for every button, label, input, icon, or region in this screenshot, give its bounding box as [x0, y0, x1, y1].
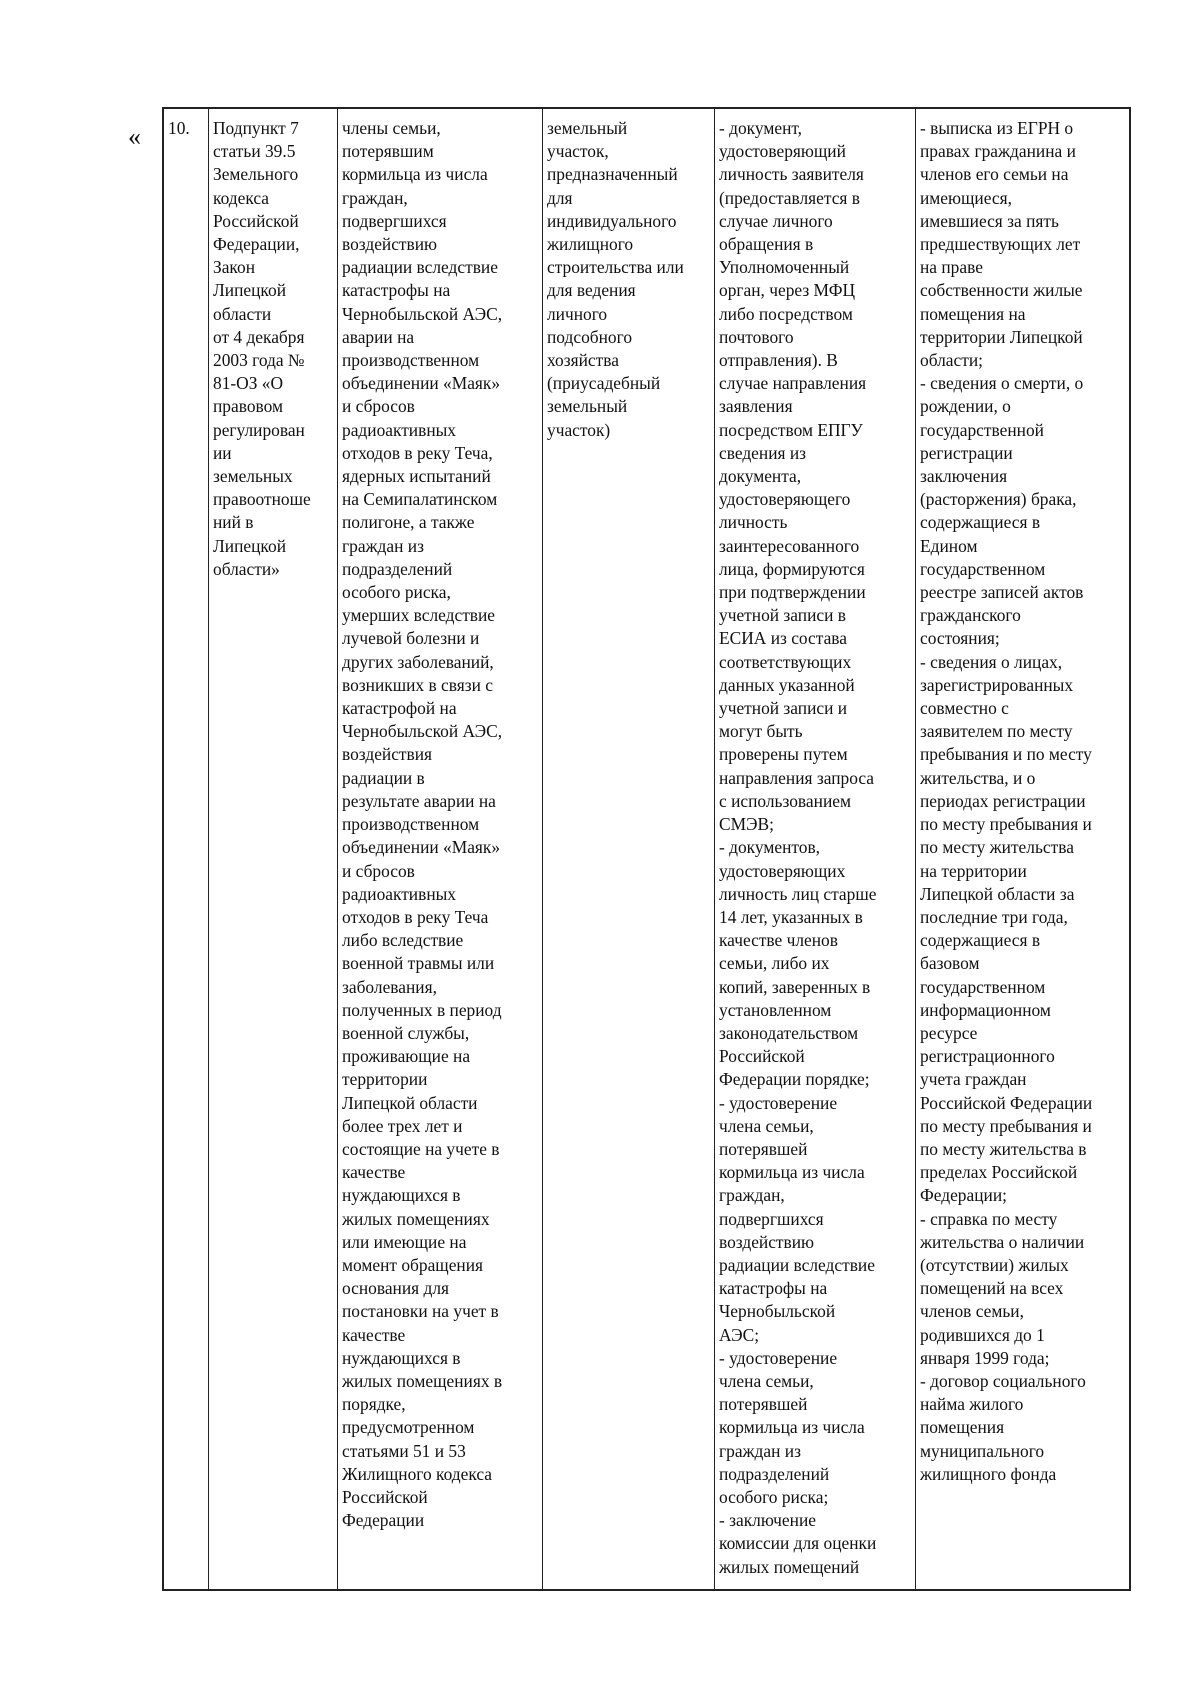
cell-text-line: предшествующих лет [920, 234, 1081, 255]
cell-text-line: катастрофы на [719, 1278, 828, 1299]
cell-text-line: Чернобыльской АЭС, [342, 721, 503, 742]
cell-text-line: января 1999 года; [920, 1347, 1050, 1368]
cell-text-line: на праве [920, 257, 983, 278]
cell-text-line: граждан, [342, 187, 408, 208]
cell-text-line: Российской Федерации [920, 1092, 1093, 1113]
opening-quote-mark: « [128, 122, 141, 151]
cell-text-line: земельный [547, 118, 628, 138]
cell-text-line: рождении, о [920, 396, 1011, 417]
cell-text-line: помещения [920, 1417, 1005, 1438]
cell-text-line: Липецкой области [342, 1092, 478, 1113]
cell-text-line: ЕСИА из состава [719, 628, 848, 649]
cell-text-line: государственном [920, 558, 1046, 579]
cell-text-line: для [547, 187, 573, 208]
cell-text-line: граждан, [719, 1185, 785, 1206]
cell-text-line: жилищного фонда [920, 1463, 1057, 1484]
cell-text-line: Федерации; [920, 1185, 1007, 1206]
cell-text-line: области; [920, 350, 983, 371]
cell-text-line: случае личного [719, 210, 833, 231]
row-number: 10. [168, 118, 190, 138]
cell-text-line: заявления [719, 396, 793, 417]
cell-text-line: (предоставляется в [719, 187, 860, 208]
cell-text-line: полученных в период [342, 999, 502, 1020]
cell-text-line: радиации вследствие [342, 257, 498, 278]
cell-text-line: радиоактивных [342, 419, 457, 440]
cell-text-line: личность лиц старше [719, 883, 877, 904]
cell-text-line: последние три года, [920, 906, 1068, 927]
cell-text-line: для ведения [547, 280, 636, 301]
cell-text-line: состояния; [920, 628, 1000, 649]
cell-text-line: либо вследствие [342, 930, 464, 951]
cell-text-line: производственном [342, 350, 480, 371]
cell-text-line: статьями 51 и 53 [342, 1440, 466, 1461]
cell-text-line: более трех лет и [342, 1115, 463, 1136]
cell-text-line: сведения из [719, 442, 807, 463]
cell-text-line: пребывания и по месту [920, 744, 1092, 765]
cell-text-line: нуждающихся в [342, 1347, 461, 1368]
cell-text-line: подразделений [342, 558, 453, 579]
cell-text-line: кормильца из числа [719, 1417, 865, 1438]
cell-text-line: качестве [342, 1162, 406, 1183]
cell-text-line: воздействию [719, 1231, 815, 1252]
cell-text-line: жилых помещениях [342, 1208, 490, 1229]
cell-text-line: Липецкой [213, 535, 287, 556]
cell-text-line: учета граждан [920, 1069, 1027, 1090]
cell-text-line: Земельного [213, 164, 299, 185]
cell-text-line: (расторжения) брака, [920, 489, 1077, 510]
cell-text-line: земельный [547, 396, 628, 417]
cell-text-line: данных указанной [719, 674, 855, 695]
cell-text-line: предусмотренном [342, 1417, 475, 1438]
cell-text-line: - документ, [719, 118, 803, 138]
cell-text-line: удостоверяющих [719, 860, 846, 881]
cell-text-line: комиссии для оценки [719, 1533, 877, 1554]
cell-text-line: ядерных испытаний [342, 466, 491, 487]
cell-text-line: - сведения о лицах, [920, 651, 1063, 672]
cell-text-line: подвергшихся [342, 210, 447, 231]
cell-text-line: подразделений [719, 1463, 830, 1484]
cell-text-line: особого риска, [342, 582, 451, 603]
cell-text-line: проверены путем [719, 744, 848, 765]
cell-text-line: периодах регистрации [920, 790, 1086, 811]
cell-text-line: области» [213, 558, 280, 579]
cell-text-line: правовом [213, 396, 283, 417]
requested-documents-cell [916, 108, 1131, 1590]
cell-text-line: объединении «Маяк» [342, 837, 501, 858]
cell-text-line: заболевания, [342, 976, 437, 997]
cell-text-line: состоящие на учете в [342, 1138, 500, 1159]
cell-text-line: могут быть [719, 721, 803, 742]
cell-text-line: личного [547, 303, 608, 324]
cell-text-line: нуждающихся в [342, 1185, 461, 1206]
applicant-category-cell [338, 108, 543, 1590]
cell-text-line: от 4 декабря [213, 326, 305, 347]
cell-text-line: воздействию [342, 234, 438, 255]
cell-text-line: строительства или [547, 257, 684, 278]
table-row [163, 108, 1130, 1590]
cell-text-line: радиоактивных [342, 883, 457, 904]
cell-text-line: учетной записи в [719, 605, 846, 626]
cell-text-line: либо посредством [719, 303, 853, 324]
cell-text-line: членов семьи, [920, 1301, 1024, 1322]
cell-text-line: имевшиеся за пять [920, 210, 1059, 231]
cell-text-line: производственном [342, 814, 480, 835]
cell-text-line: государственном [920, 976, 1046, 997]
cell-text-line: заинтересованного [719, 535, 860, 556]
cell-text-line: базовом [920, 953, 980, 974]
cell-text-line: на Семипалатинском [342, 489, 498, 510]
cell-text-line: отходов в реку Теча, [342, 442, 493, 463]
cell-text-line: имеющиеся, [920, 187, 1012, 208]
cell-text-line: момент обращения [342, 1254, 484, 1275]
cell-text-line: на территории [920, 860, 1027, 881]
cell-text-line: 14 лет, указанных в [719, 906, 863, 927]
cell-text-line: Уполномоченный [719, 257, 850, 278]
cell-text-line: области [213, 303, 272, 324]
cell-text-line: радиации вследствие [719, 1254, 875, 1275]
cell-text-line: качестве [342, 1324, 406, 1345]
cell-text-line: ний в [213, 512, 254, 533]
cell-text-line: муниципального [920, 1440, 1045, 1461]
cell-text-line: 2003 года № [213, 350, 305, 371]
cell-text-line: военной травмы или [342, 953, 495, 974]
cell-text-line: Едином [920, 535, 978, 556]
cell-text-line: жительства о наличии [920, 1231, 1085, 1252]
cell-text-line: - справка по месту [920, 1208, 1058, 1229]
cell-text-line: члена семьи, [719, 1115, 814, 1136]
cell-text-line: личность заявителя [719, 164, 864, 185]
cell-text-line: помещения на [920, 303, 1026, 324]
cell-text-line: - заключение [719, 1510, 816, 1531]
cell-text-line: (приусадебный [547, 373, 661, 394]
cell-text-line: участок) [547, 419, 611, 440]
cell-text-line: семьи, либо их [719, 953, 830, 974]
cell-text-line: пределах Российской [920, 1162, 1078, 1183]
cell-text-line: направления запроса [719, 767, 874, 788]
cell-text-line: катастрофы на [342, 280, 451, 301]
land-plot-cell [543, 108, 715, 1590]
cell-text-line: обращения в [719, 234, 814, 255]
cell-text-line: по месту жительства в [920, 1138, 1087, 1159]
cell-text-line: посредством ЕПГУ [719, 419, 863, 440]
cell-text-line: отходов в реку Теча [342, 906, 489, 927]
cell-text-line: - документов, [719, 837, 821, 858]
cell-text-line: удостоверяющего [719, 489, 851, 510]
cell-text-line: потерявшей [719, 1138, 808, 1159]
cell-text-line: членов его семьи на [920, 164, 1069, 185]
cell-text-line: установленном [719, 999, 832, 1020]
cell-text-line: Закон [213, 257, 255, 278]
cell-text-line: основания для [342, 1278, 450, 1299]
cell-text-line: заключения [920, 466, 1008, 487]
cell-text-line: случае направления [719, 373, 867, 394]
cell-text-line: граждан из [719, 1440, 801, 1461]
cell-text-line: СМЭВ; [719, 814, 774, 835]
cell-text-line: территории Липецкой [920, 326, 1083, 347]
cell-text-line: регулирован [213, 419, 305, 440]
cell-text-line: других заболеваний, [342, 651, 494, 672]
cell-text-line: ресурсе [920, 1022, 978, 1043]
cell-text-line: кормильца из числа [342, 164, 488, 185]
cell-text-line: помещений на всех [920, 1278, 1064, 1299]
cell-text-line: воздействия [342, 744, 433, 765]
cell-text-line: - договор социального [920, 1370, 1086, 1391]
cell-text-line: реестре записей актов [920, 582, 1084, 603]
cell-text-line: АЭС; [719, 1324, 760, 1345]
cell-text-line: - выписка из ЕГРН о [920, 118, 1074, 138]
cell-text-line: гражданского [920, 605, 1021, 626]
cell-text-line: собственности жилые [920, 280, 1083, 301]
cell-text-line: лица, формируются [719, 558, 865, 579]
cell-text-line: кодекса [213, 187, 269, 208]
document-table [162, 107, 1131, 1591]
cell-text-line: Федерации порядке; [719, 1069, 870, 1090]
cell-text-line: проживающие на [342, 1046, 471, 1067]
cell-text-line: постановки на учет в [342, 1301, 499, 1322]
cell-text-line: потерявшим [342, 141, 434, 162]
cell-text-line: отправления). В [719, 350, 838, 371]
cell-text-line: законодательством [719, 1022, 859, 1043]
cell-text-line: граждан из [342, 535, 424, 556]
cell-text-line: и сбросов [342, 396, 415, 417]
cell-text-line: регистрации [920, 442, 1013, 463]
cell-text-line: по месту пребывания и [920, 1115, 1092, 1136]
cell-text-line: Липецкой [213, 280, 287, 301]
cell-text-line: родившихся до 1 [920, 1324, 1045, 1345]
cell-text-line: личность [719, 512, 788, 533]
cell-text-line: Российской [213, 210, 299, 231]
cell-text-line: - удостоверение [719, 1092, 838, 1113]
cell-text-line: жительства, и о [920, 767, 1036, 788]
cell-text-line: с использованием [719, 790, 851, 811]
cell-text-line: информационном [920, 999, 1051, 1020]
cell-text-line: Российской [342, 1486, 428, 1507]
cell-text-line: предназначенный [547, 164, 678, 185]
cell-text-line: катастрофой на [342, 698, 457, 719]
cell-text-line: Федерации, [213, 234, 300, 255]
cell-text-line: индивидуального [547, 210, 677, 231]
cell-text-line: содержащиеся в [920, 930, 1041, 951]
cell-text-line: члена семьи, [719, 1370, 814, 1391]
cell-text-line: порядке, [342, 1394, 406, 1415]
cell-text-line: (отсутствии) жилых [920, 1254, 1069, 1275]
cell-text-line: - удостоверение [719, 1347, 838, 1368]
cell-text-line: лучевой болезни и [342, 628, 480, 649]
cell-text-line: жилых помещений [719, 1556, 860, 1577]
cell-text-line: заявителем по месту [920, 721, 1073, 742]
cell-text-line: копий, заверенных в [719, 976, 871, 997]
cell-text-line: полигоне, а также [342, 512, 475, 533]
cell-text-line: Федерации [342, 1510, 425, 1531]
cell-text-line: орган, через МФЦ [719, 280, 856, 301]
cell-text-line: жилищного [547, 234, 634, 255]
cell-text-line: Подпункт 7 [213, 118, 299, 138]
cell-text-line: регистрационного [920, 1046, 1055, 1067]
cell-text-line: потерявшей [719, 1394, 808, 1415]
cell-text-line: - сведения о смерти, о [920, 373, 1084, 394]
cell-text-line: совместно с [920, 698, 1009, 719]
cell-text-line: аварии на [342, 326, 415, 347]
cell-text-line: почтового [719, 326, 794, 347]
cell-text-line: 81-ОЗ «О [213, 373, 284, 394]
cell-text-line: хозяйства [547, 350, 619, 371]
cell-text-line: результате аварии на [342, 790, 496, 811]
cell-text-line: правах гражданина и [920, 141, 1076, 162]
cell-text-line: соответствующих [719, 651, 852, 672]
cell-text-line: государственной [920, 419, 1044, 440]
cell-text-line: возникших в связи с [342, 674, 493, 695]
cell-text-line: по месту жительства [920, 837, 1074, 858]
cell-text-line: учетной записи и [719, 698, 848, 719]
cell-text-line: по месту пребывания и [920, 814, 1092, 835]
cell-text-line: правоотноше [213, 489, 311, 510]
cell-text-line: территории [342, 1069, 428, 1090]
cell-text-line: или имеющие на [342, 1231, 467, 1252]
cell-text-line: объединении «Маяк» [342, 373, 501, 394]
cell-text-line: Чернобыльской АЭС, [342, 303, 503, 324]
cell-text-line: ии [213, 442, 232, 463]
cell-text-line: Российской [719, 1046, 805, 1067]
legal-basis-cell [209, 108, 338, 1590]
cell-text-line: земельных [213, 466, 293, 487]
cell-text-line: жилых помещениях в [342, 1370, 503, 1391]
cell-text-line: умерших вследствие [342, 605, 496, 626]
cell-text-line: качестве членов [719, 930, 838, 951]
cell-text-line: Жилищного кодекса [342, 1463, 493, 1484]
cell-text-line: подсобного [547, 326, 633, 347]
cell-text-line: найма жилого [920, 1394, 1024, 1415]
cell-text-line: содержащиеся в [920, 512, 1041, 533]
cell-text-line: Липецкой области за [920, 883, 1075, 904]
cell-text-line: и сбросов [342, 860, 415, 881]
cell-text-line: подвергшихся [719, 1208, 824, 1229]
cell-text-line: удостоверяющий [719, 141, 846, 162]
cell-text-line: военной службы, [342, 1022, 470, 1043]
cell-text-line: кормильца из числа [719, 1162, 865, 1183]
cell-text-line: документа, [719, 466, 802, 487]
cell-text-line: статьи 39.5 [213, 141, 296, 162]
cell-text-line: члены семьи, [342, 118, 441, 138]
cell-text-line: при подтверждении [719, 582, 866, 603]
cell-text-line: радиации в [342, 767, 425, 788]
row-number-cell [163, 108, 209, 1590]
cell-text-line: Чернобыльской [719, 1301, 836, 1322]
cell-text-line: зарегистрированных [920, 674, 1074, 695]
applicant-documents-cell [715, 108, 916, 1590]
cell-text-line: особого риска; [719, 1486, 829, 1507]
cell-text-line: участок, [547, 141, 609, 162]
